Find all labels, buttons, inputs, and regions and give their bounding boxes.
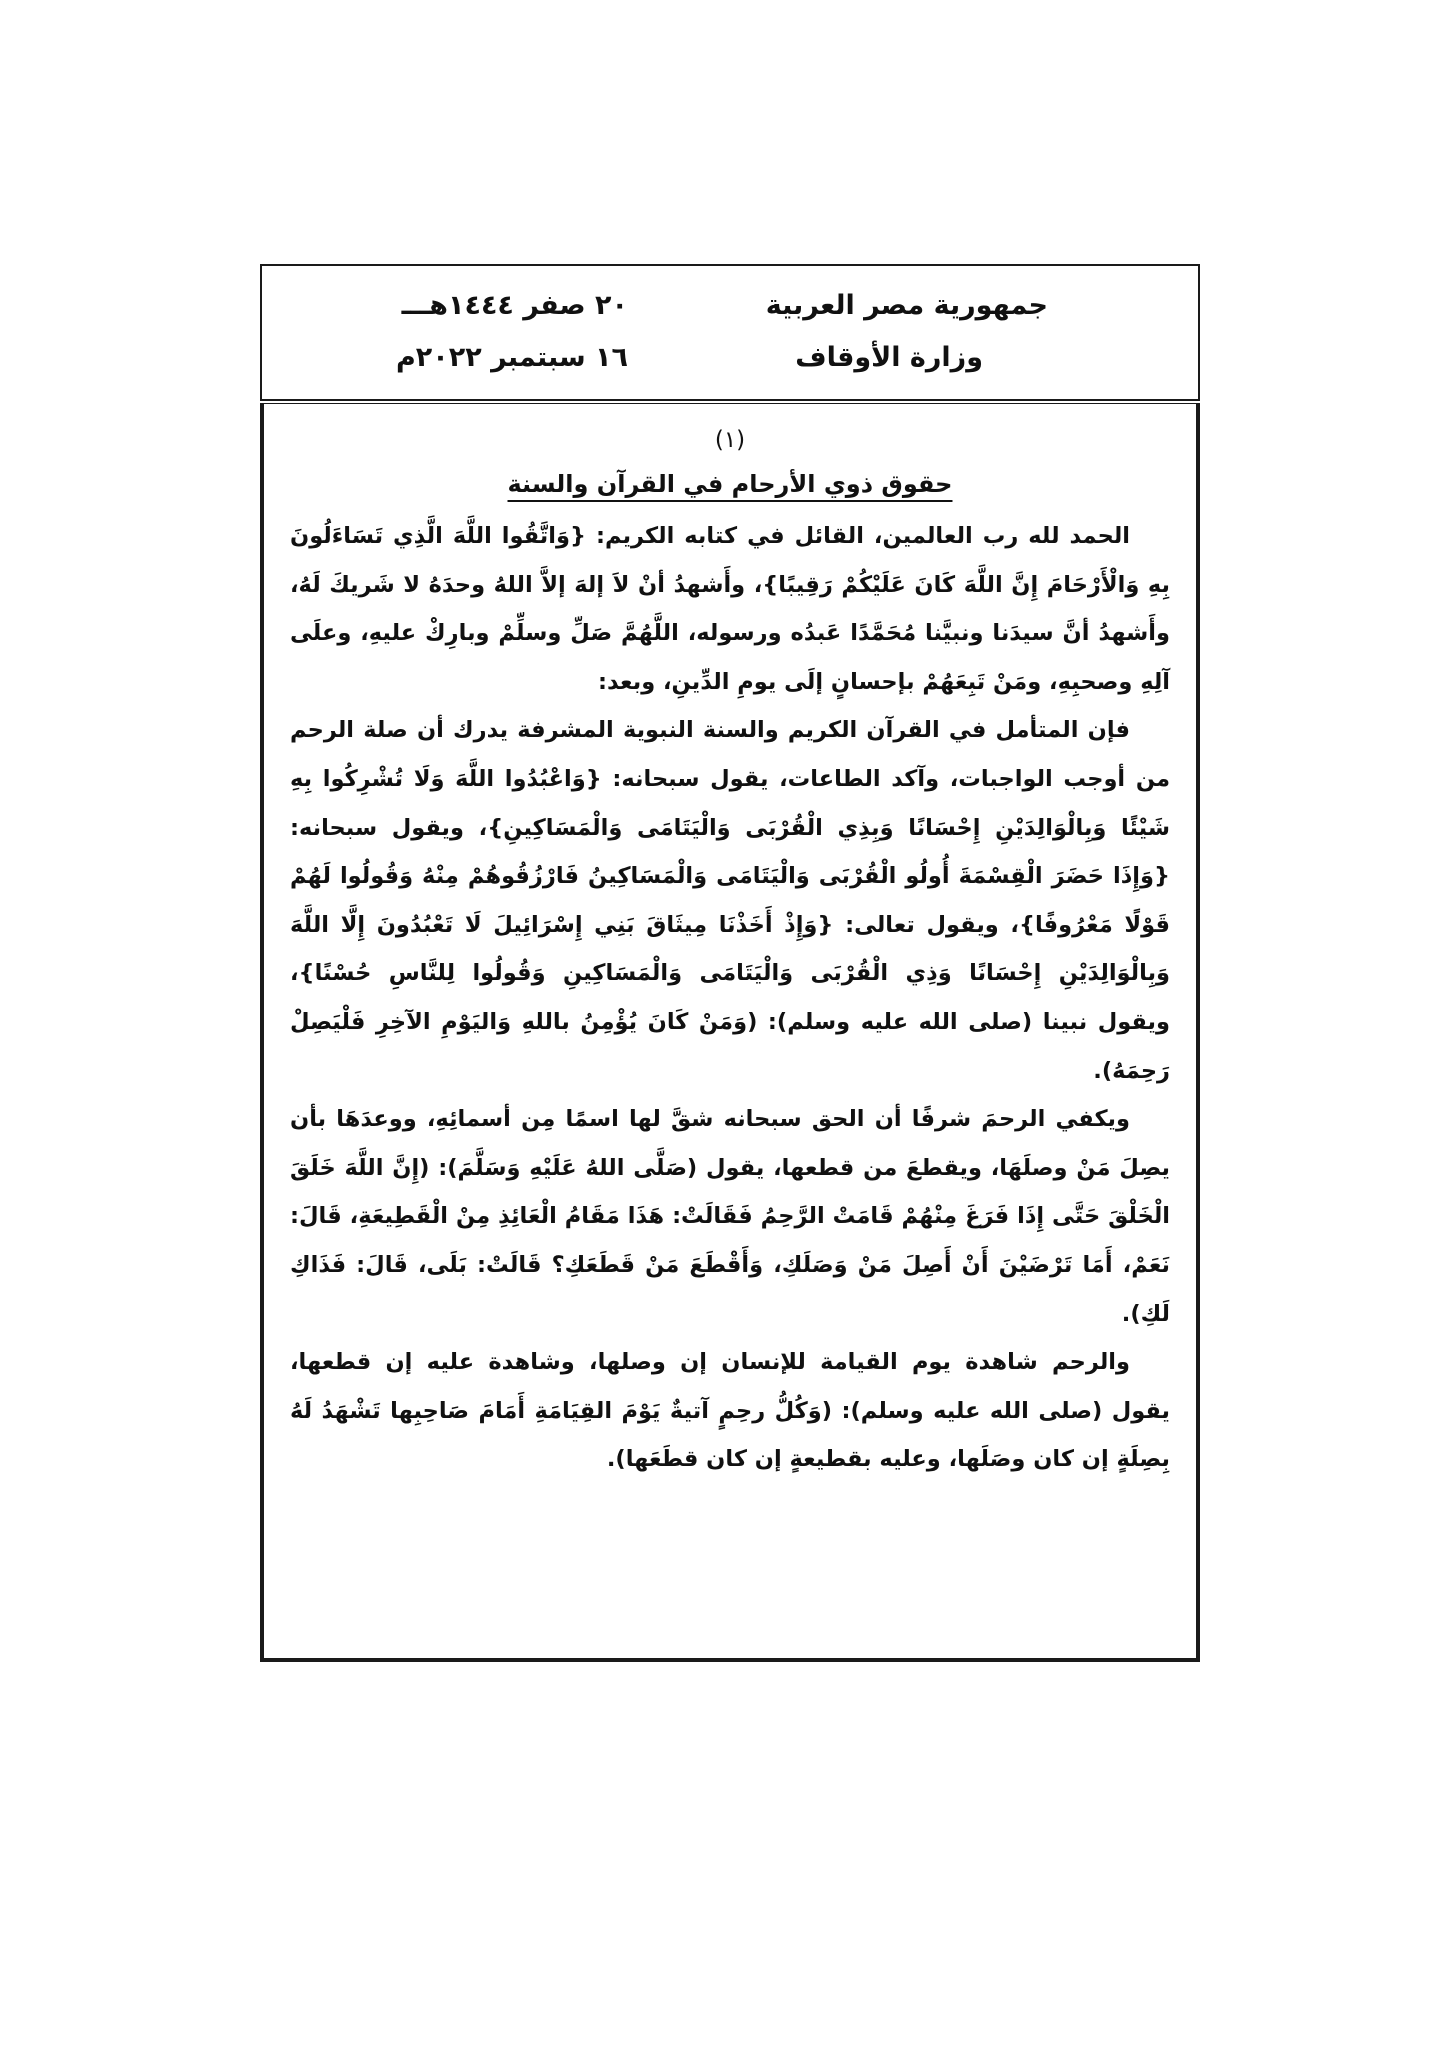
sermon-text xyxy=(290,512,1170,1484)
paragraph-honor-of-kinship: ويكفي الرحمَ شرفًا أن الحق سبحانه شقَّ لها اسمًا مِن أسمائِهِ، ووعدَهَا بأن يصِلَ مَنْ وصلَهَا، ويقطعَ من قطعها، يقول (صَلَّى اللهُ عَلَيْهِ وَسَلَّمَ): (إِنَّ اللَّهَ خَلَقَ الْخَلْقَ حَتَّى إِذَا فَرَغَ مِنْهُمْ قَامَتْ الرَّحِمُ فَقَالَتْ: هَذَا مَقَامُ الْعَائِذِ مِنْ الْقَطِيعَةِ، قَالَ: نَعَمْ، أَمَا تَرْضَيْنَ أَنْ أَصِلَ مَنْ وَصَلَكِ، وَأَقْطَعَ مَنْ قَطَعَكِ؟ قَالَتْ: بَلَى، قَالَ: فَذَاكِ لَكِ). xyxy=(290,1106,1170,1327)
sermon-body xyxy=(260,403,1200,1662)
paragraph-day-of-judgment: والرحم شاهدة يوم القيامة للإنسان إن وصلها، وشاهدة عليه إن قطعها، يقول (صلى الله عليه وسلم): (وَكُلُّ رحِمٍ آتيةٌ يَوْمَ القِيَامَةِ أَمَامَ صَاحِبِها تَشْهَدُ لَهُ بِصِلَةٍ إن كان وصَلَها، وعليه بقطيعةٍ إن كان قطَعَها). xyxy=(290,1349,1170,1473)
page-number: (١) xyxy=(714,427,746,453)
ministry-name: وزارة الأوقاف xyxy=(795,342,983,373)
paragraph-quran-evidence: فإن المتأمل في القرآن الكريم والسنة النبوية المشرفة يدرك أن صلة الرحم من أوجب الواجبات، وآكد الطاعات، يقول سبحانه: {وَاعْبُدُوا اللَّهَ وَلَا تُشْرِكُوا بِهِ شَيْئًا وَبِالْوَالِدَيْنِ إِحْسَانًا وَبِذِي الْقُرْبَى وَالْيَتَامَى وَالْمَسَاكِينِ}، ويقول سبحانه: {وَإِذَا حَضَرَ الْقِسْمَةَ أُولُو الْقُرْبَى وَالْيَتَامَى وَالْمَسَاكِينُ فَارْزُقُوهُمْ مِنْهُ وَقُولُوا لَهُمْ قَوْلًا مَعْرُوفًا}، ويقول تعالى: {وَإِذْ أَخَذْنَا مِيثَاقَ بَنِي إِسْرَائِيلَ لَا تَعْبُدُونَ إِلَّا اللَّهَ وَبِالْوَالِدَيْنِ إِحْسَانًا وَذِي الْقُرْبَى وَالْيَتَامَى وَالْمَسَاكِينِ وَقُولُوا لِلنَّاسِ حُسْنًا}، ويقول نبينا (صلى الله عليه وسلم): (وَمَنْ كَانَ يُؤْمِنُ باللهِ وَاليَوْمِ الآخِرِ فَلْيَصِلْ رَحِمَهُ). xyxy=(290,717,1170,1084)
sermon-title: حقوق ذوي الأرحام في القرآن والسنة xyxy=(507,470,953,498)
gregorian-date: ١٦ سبتمبر ٢٠٢٢م xyxy=(395,342,628,373)
header-box xyxy=(260,264,1200,401)
paragraph-opening: الحمد لله رب العالمين، القائل في كتابه الكريم: {وَاتَّقُوا اللَّهَ الَّذِي تَسَاءَلُونَ بِهِ وَالْأَرْحَامَ إِنَّ اللَّهَ كَانَ عَلَيْكُمْ رَقِيبًا}، وأَشهدُ أنْ لاَ إلهَ إلاَّ اللهُ وحدَهُ لا شَريكَ لَهُ، وأَشهدُ أنَّ سيدَنا ونبيَّنا مُحَمَّدًا عَبدُه ورسوله، اللَّهُمَّ صَلِّ وسلِّمْ وبارِكْ عليهِ، وعلَى آلِهِ وصحبِهِ، ومَنْ تَبِعَهُمْ بإحسانٍ إلَى يومِ الدِّينِ، وبعد: xyxy=(290,523,1170,695)
hijri-date: ٢٠ صفر ١٤٤٤هـــ xyxy=(401,290,628,321)
country-name: جمهورية مصر العربية xyxy=(765,290,1048,321)
document-page xyxy=(260,264,1200,1662)
